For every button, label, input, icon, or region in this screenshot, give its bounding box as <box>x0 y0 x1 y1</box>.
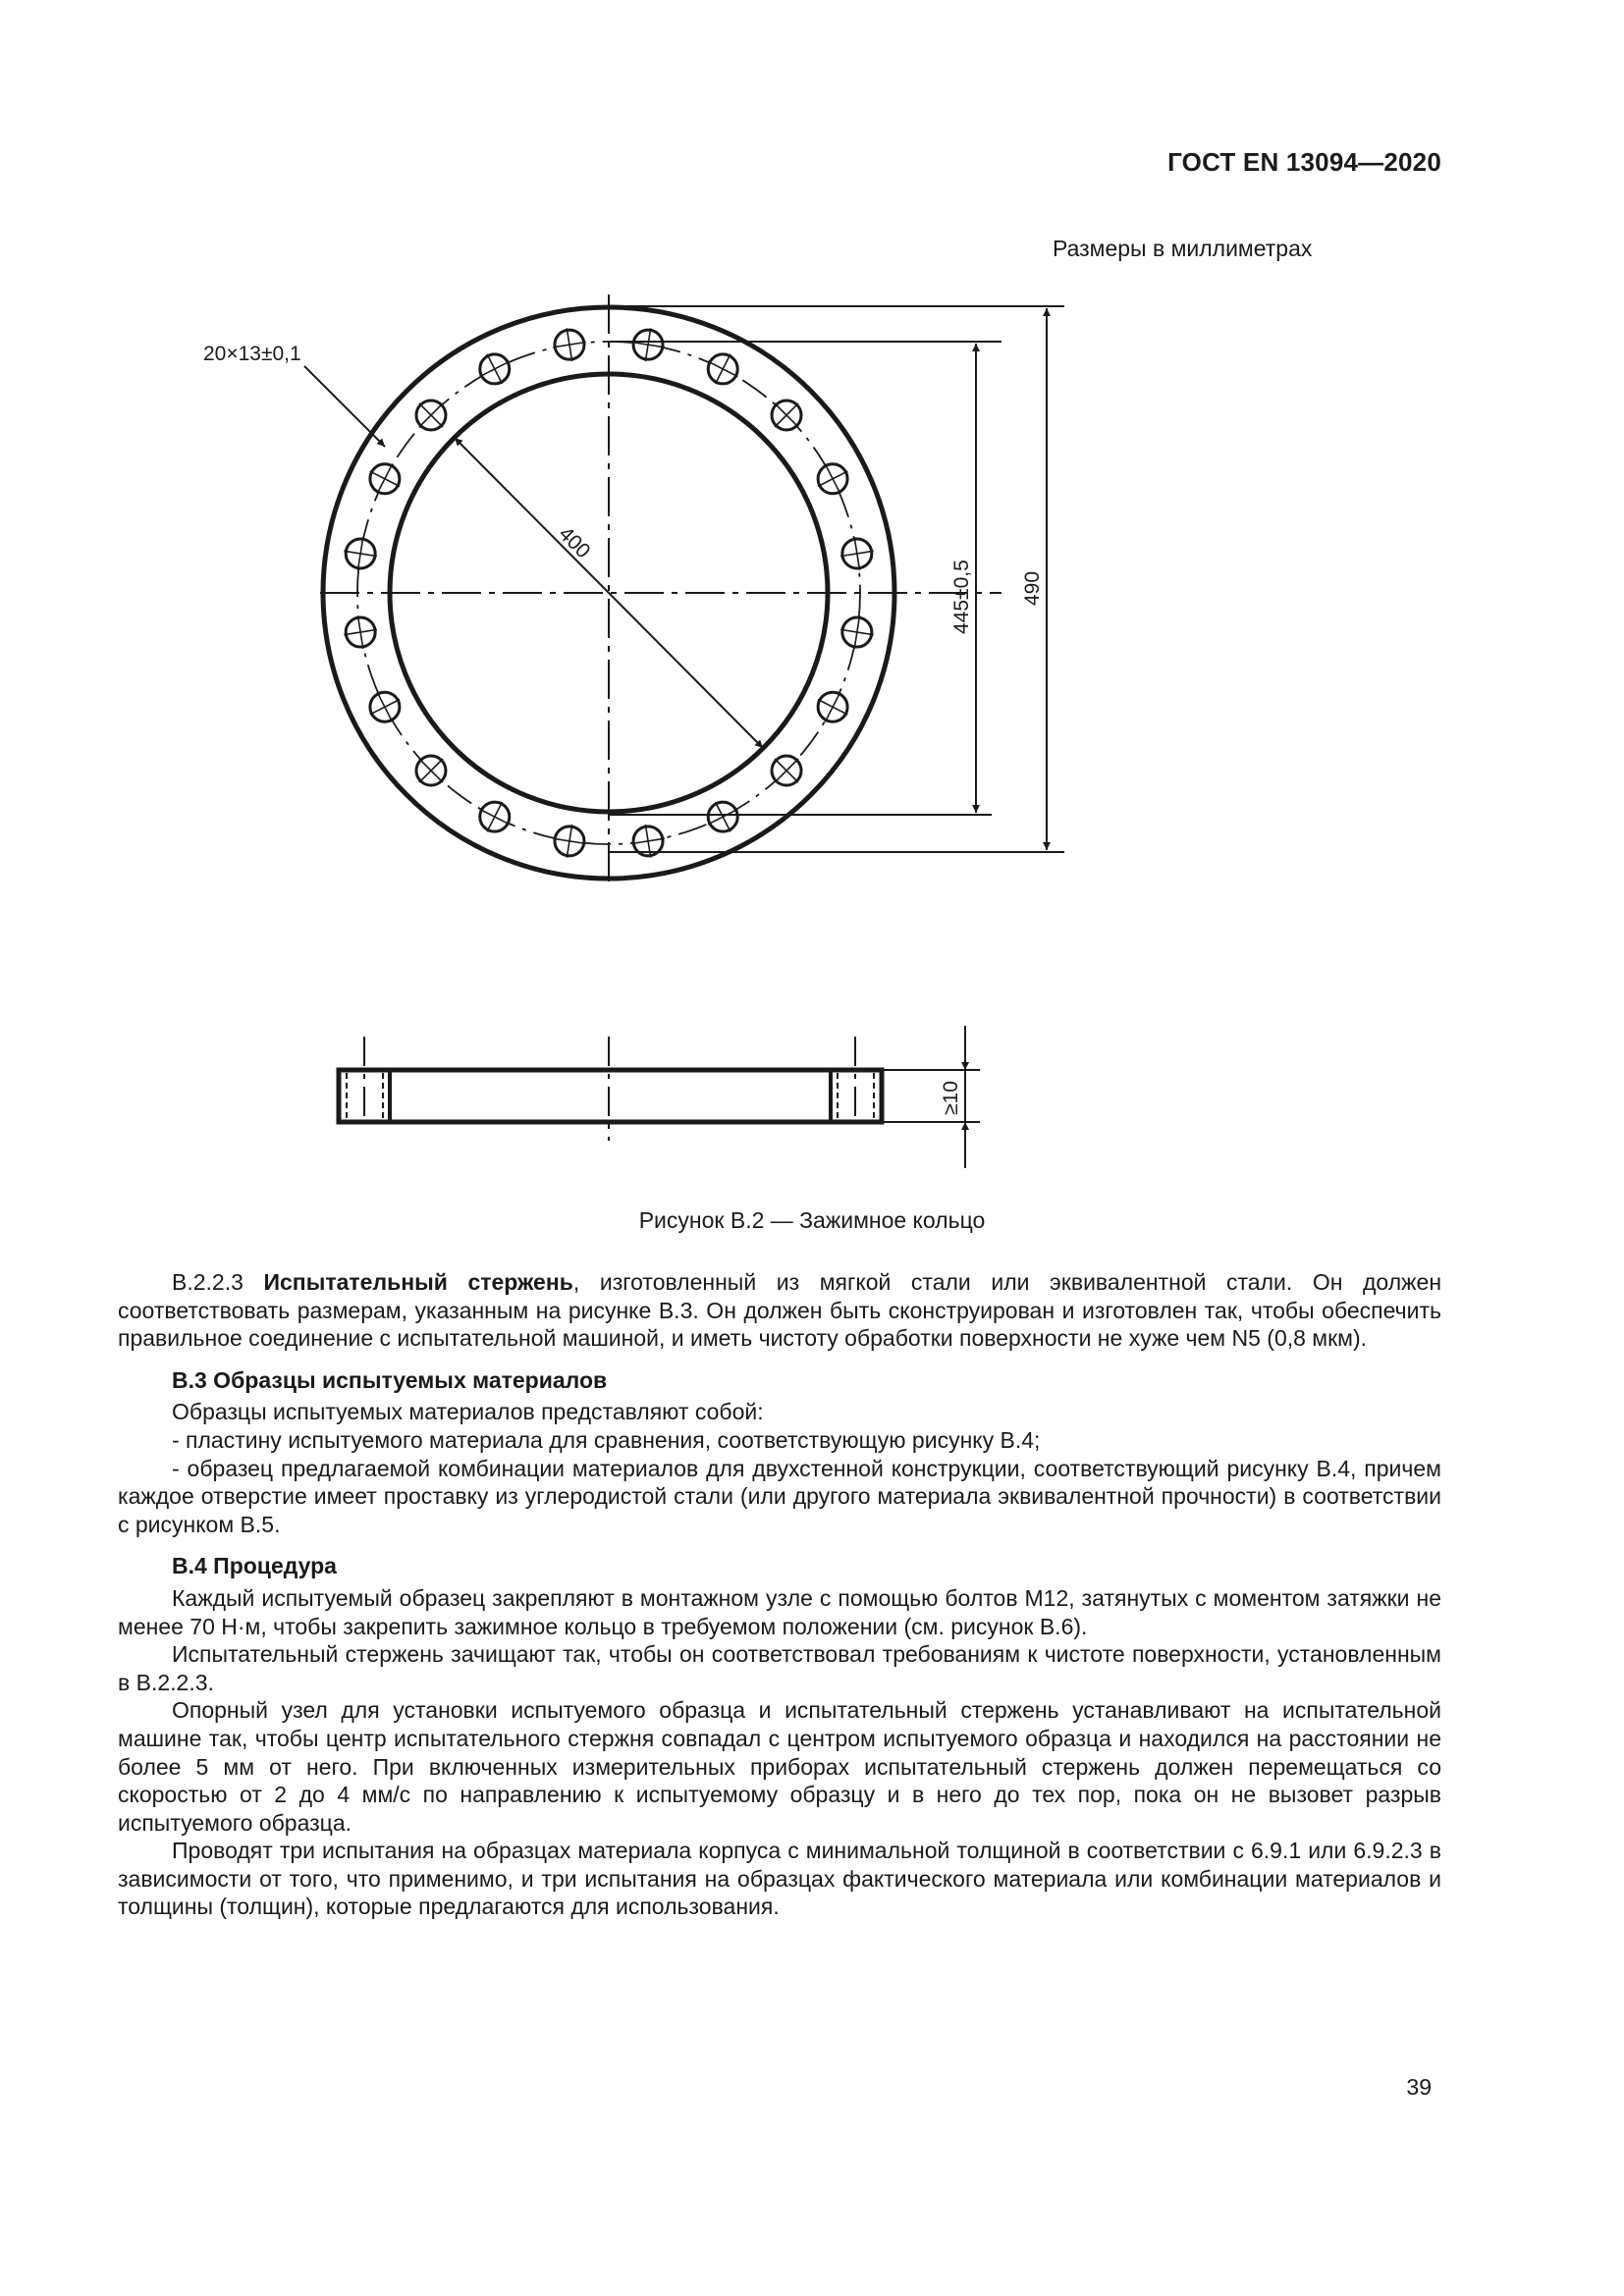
bolt-circle-dimension <box>609 342 1001 815</box>
document-code-header: ГОСТ EN 13094—2020 <box>1167 147 1441 177</box>
paragraph: Проводят три испытания на образцах материала корпуса с минимальной толщиной в соответствии с 6.9.1 или 6.9.2.3 в зависимости от того, что применимо, и три испытания на образцах фактического материала или комбинации материалов и толщины (толщин), которые предлагаются для использования. <box>118 1838 1441 1920</box>
outer-diameter-label: 490 <box>1021 570 1044 606</box>
paragraph: Испытательный стержень зачищают так, чтобы он соответствовал требованиям к чистоте поверхности, установленным в В.2.2.3. <box>118 1641 1441 1695</box>
document-body <box>118 1268 1441 1921</box>
bolt-circle-label: 445±0,5 <box>950 560 973 634</box>
section-heading-b4: В.4 Процедура <box>172 1553 337 1579</box>
hole-callout-label: 20×13±0,1 <box>203 343 301 365</box>
thickness-dimension <box>882 1026 980 1168</box>
paragraph-b3-intro: Образцы испытуемых материалов представляют собой: <box>172 1399 764 1425</box>
list-item: - образец предлагаемой комбинации материалов для двухстенной конструкции, соответствующий рисунку В.4, причем каждое отверстие имеет проставку из углеродистой стали (или другого материала эквивалентной прочности) в соответствии с рисунком В.5. <box>118 1455 1441 1537</box>
paragraph: Опорный узел для установки испытуемого образца и испытательный стержень устанавливают на испытательной машине так, чтобы центр испытательного стержня совпадал с центром испытуемого образца и находился на расстоянии не более 5 мм от него. При включенных измерительных приборах испытательный стержень должен перемещаться со скоростью от 2 до 4 мм/с по направлению к испытуемому образцу и в него до тех пор, пока он не вызовет разрыв испытуемого образца. <box>118 1697 1441 1836</box>
outer-diameter-dimension <box>609 306 1064 852</box>
units-note: Размеры в миллиметрах <box>1053 236 1313 261</box>
paragraph: Каждый испытуемый образец закрепляют в монтажном узле с помощью болтов М12, затянутых с моментом затяжки не менее 70 Н·м, чтобы закрепить зажимное кольцо в требуемом положении (см. рисунок В.6). <box>118 1584 1441 1639</box>
thickness-label: ≥10 <box>940 1081 962 1115</box>
section-heading-b3: В.3 Образцы испытуемых материалов <box>172 1366 608 1393</box>
figure-caption: Рисунок В.2 — Зажимное кольцо <box>638 1207 986 1233</box>
hole-callout <box>203 343 385 447</box>
inner-diameter-label: 400 <box>554 522 595 563</box>
page-number: 39 <box>1406 2074 1432 2100</box>
clause-text: , изготовленный из мягкой стали или эквивалентной стали. Он должен соответствовать размерам, указанным на рисунке В.3. Он должен быть сконструирован и изготовлен так, чтобы обеспечить правильное соединение с испытательной машиной, и иметь чистоту обработки поверхности не хуже чем N5 (0,8 мкм). <box>118 1269 1442 1352</box>
paragraph-b223 <box>118 1268 1441 1353</box>
clause-term: Испытательный стержень <box>263 1269 573 1295</box>
list-item: - пластину испытуемого материала для сравнения, соответствующую рисунку В.4; <box>172 1426 1041 1453</box>
clause-number: В.2.2.3 <box>172 1269 244 1295</box>
ring-top-view <box>320 294 1001 883</box>
ring-side-view <box>339 1037 882 1141</box>
